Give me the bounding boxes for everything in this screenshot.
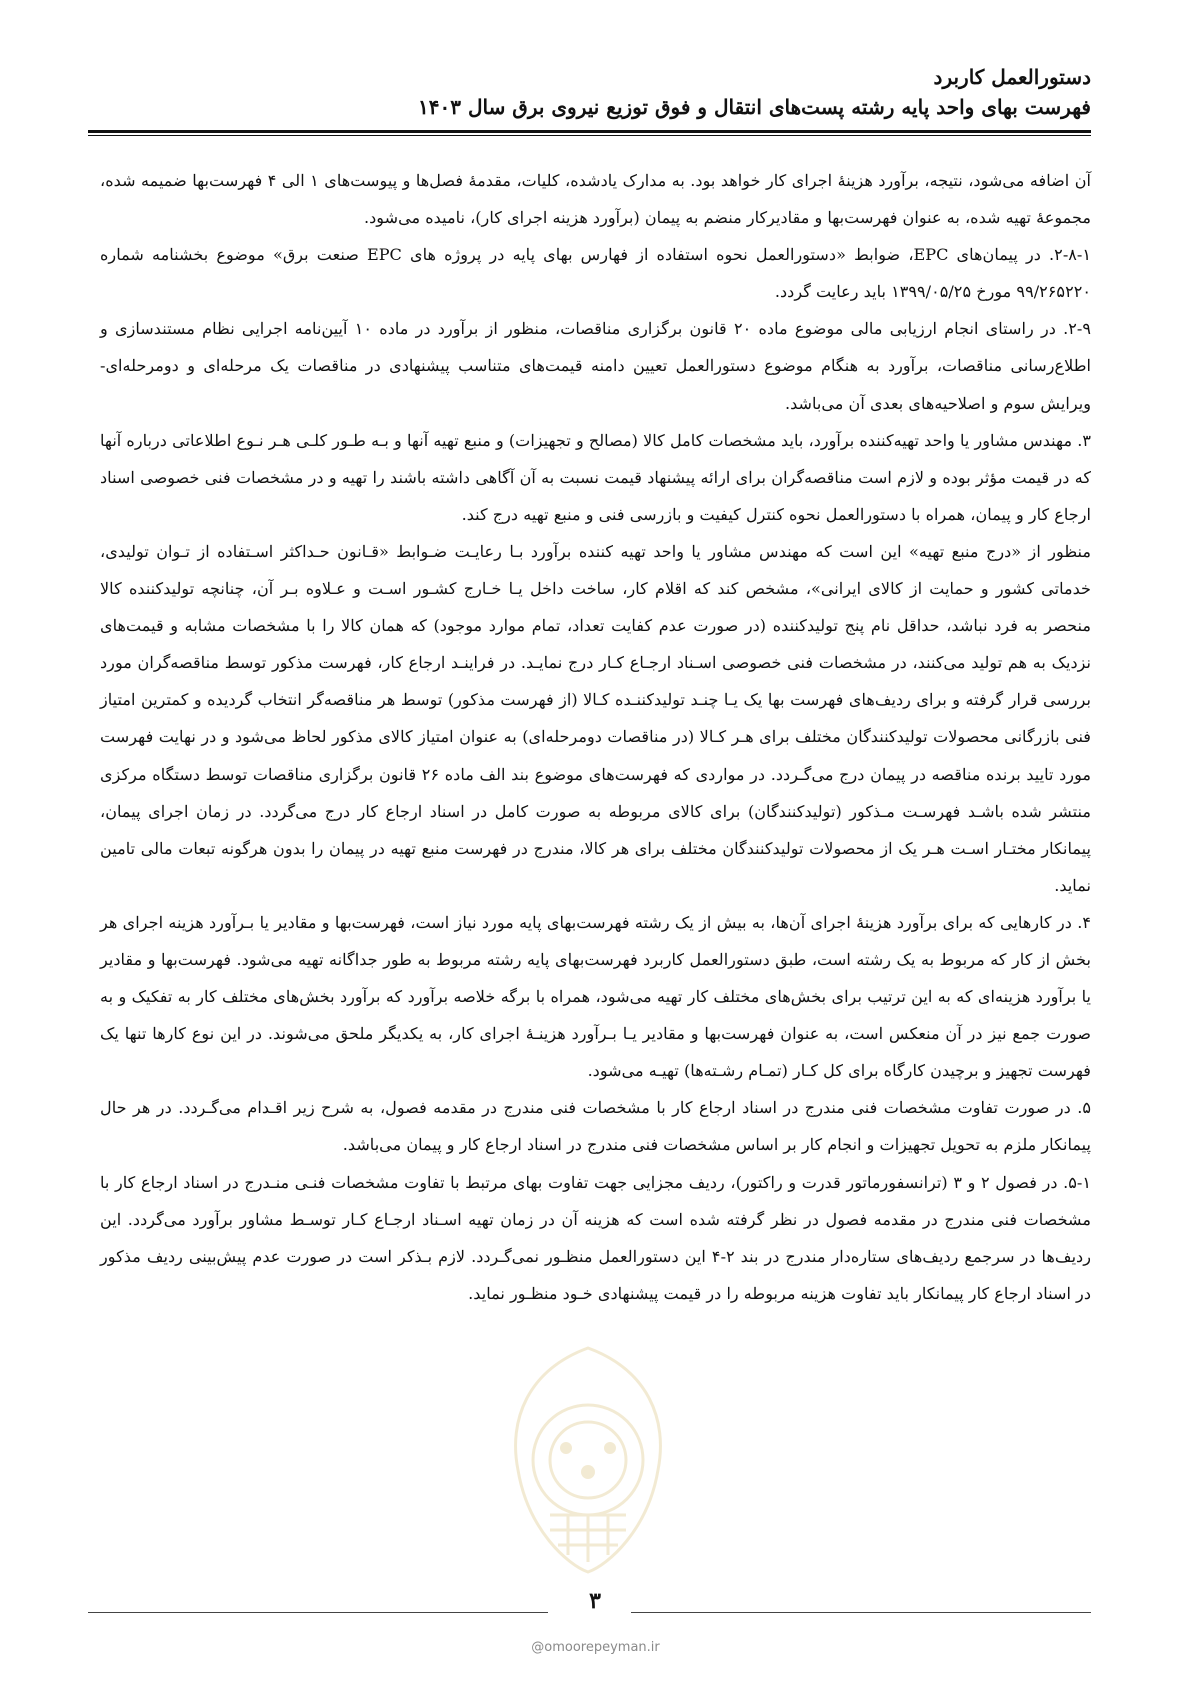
header-rule-thin [88,135,1091,136]
paragraph: ۲-۹. در راستای انجام ارزیابی مالی موضوع ماده ۲۰ قانون برگزاری مناقصات، منظور از برآورد در ماده ۱۰ آیین‌نامه اجرایی نظام مستندسازی و اطلاع‌رسانی مناقصات، برآورد به هنگام موضوع دستورالعمل تعیین دامنه قیمت‌های متناسب پیشنهادی در مناقصات یک مرحله‌ای و دومرحله‌ای- ویرایش سوم و اصلاحیه‌های بعدی آن می‌باشد. [100,319,1091,413]
footer-rule-left [88,1612,548,1613]
paragraph: منظور از «درج منبع تهیه» این است که مهندس مشاور یا واحد تهیه کننده برآورد بـا رعایـت ضـوابط «قـانون حـداکثر اسـتفاده از تـوان تولیدی، خدماتی کشور و حمایت از کالای ایرانی»، مشخص کند که اقلام کار، ساخت داخل یـا خـارج کشـور اسـت و عـلاوه بـر آن، چنانچه تولیدکننده کالا منحصر به فرد نباشد، حداقل نام پنج تولیدکننده (در صورت عدم کفایت تعداد، تمام موارد موجود) که همان کالا را با مشخصات مشابه و قیمت‌های نزدیک به هم تولید می‌کنند، در مشخصات فنی خصوصی اسـناد ارجـاع کـار درج نمایـد. در فراینـد ارجاع کار، فهرست مذکور توسط مناقصه‌گران مورد بررسی قرار گرفته و برای ردیف‌های فهرست بها یک یـا چنـد تولیدکننـده کـالا (از فهرست مذکور) توسط هر مناقصه‌گر انتخاب گردیده و کمترین امتیاز فنی بازرگانی محصولات تولیدکنندگان مختلف برای هـر کـالا (در مناقصات دومرحله‌ای) به عنوان امتیاز کالای مذکور لحاظ می‌شود و در نهایت فهرست مورد تایید برنده مناقصه در پیمان درج می‌گـردد. در مواردی که فهرست‌های موضوع بند الف ماده ۲۶ قانون برگزاری مناقصات توسط دستگاه مرکزی منتشر شده باشـد فهرسـت مـذکور (تولیدکنندگان) برای کالای مربوطه به صورت کامل در اسناد ارجاع کار درج می‌گردد. در زمان اجرای پیمان، پیمانکار مختـار اسـت هـر یک از محصولات تولیدکنندگان مختلف برای هر کالا، مندرج در فهرست منبع تهیه در پیمان را بدون هرگونه تبعات مالی تامین نماید. [100,541,1091,895]
paragraph: ۵. در صورت تفاوت مشخصات فنی مندرج در اسناد ارجاع کار با مشخصات فنی مندرج در مقدمه فصول، به شرح زیر اقـدام می‌گـردد. در هر حال پیمانکار ملزم به تحویل تجهیزات و انجام کار بر اساس مشخصات فنی مندرج در اسناد ارجاع کار و پیمان می‌باشد. [100,1098,1091,1155]
paragraph: ۵-۱. در فصول ۲ و ۳ (ترانسفورماتور قدرت و راکتور)، ردیف مجزایی جهت تفاوت بهای مرتبط با تفاوت مشخصات فنـی منـدرج در اسناد ارجاع کار با مشخصات فنی مندرج در مقدمه فصول در نظر گرفته شده است که هزینه آن در زمان تهیه اسـناد ارجـاع کـار توسـط مشاور برآورد می‌گردد. این ردیف‌ها در سرجمع ردیف‌های ستاره‌دار مندرج در بند ۲-۴ این دستورالعمل منظـور نمی‌گـردد. لازم بـذکر است در صورت عدم پیش‌بینی ردیف مذکور در اسناد ارجاع کار پیمانکار باید تفاوت هزینه مربوطه را در قیمت پیشنهادی خـود منظـور نماید. [100,1172,1092,1303]
watermark-logo [488,1340,688,1580]
paragraph: ۳. مهندس مشاور یا واحد تهیه‌کننده برآورد، باید مشخصات کامل کالا (مصالح و تجهیزات) و منبع تهیه آنها و بـه طـور کلـی هـر نـوع اطلاعاتی درباره آنها که در قیمت مؤثر بوده و لازم است مناقصه‌گران برای ارائه پیشنهاد قیمت نسبت به آن آگاهی داشته باشند را تهیه و در مشخصات فنی خصوصی اسناد ارجاع کار و پیمان، همراه با دستورالعمل نحوه کنترل کیفیت و بازرسی فنی و منبع تهیه درج کند. [100,430,1091,524]
footer-rule-right [631,1612,1091,1613]
paragraph: ۴. در کارهایی که برای برآورد هزینهٔ اجرای آن‌ها، به بیش از یک رشته فهرست‌بهای پایه مورد نیاز است، فهرست‌بها و مقادیر یا بـرآورد هزینه اجرای هر بخش از کار که مربوط به یک رشته است، طبق دستورالعمل کاربرد فهرست‌بهای پایه رشته مربوط به طور جداگانه تهیه می‌شود. فهرست‌بها و مقادیر یا برآورد هزینه‌ای که به این ترتیب برای بخش‌های مختلف کار تهیه می‌شود، همراه با برگه خلاصه برآورد که برآورد بخش‌های مختلف کار به تفکیک و به صورت جمع نیز در آن منعکس است، به عنوان فهرست‌بها و مقادیر یـا بـرآورد هزینـهٔ اجرای کار، به یکدیگر ملحق می‌شوند. در این نوع کارها تنها یک فهرست تجهیز و برچیدن کارگاه برای کل کـار (تمـام رشـته‌ها) تهیـه می‌شود. [100,912,1091,1081]
header-subtitle: فهرست بهای واحد پایه رشته پست‌های انتقال و فوق توزیع نیروی برق سال ۱۴۰۳ [418,95,1091,119]
paragraph: آن اضافه می‌شود، نتیجه، برآورد هزینهٔ اجرای کار خواهد بود. به مدارک یادشده، کلیات، مقدمهٔ فصل‌ها و پیوست‌های ۱ الی ۴ فهرست‌بها ضمیمه شده، مجموعهٔ تهیه شده، به عنوان فهرست‌بها و مقادیرکار منضم به پیمان (برآورد هزینه اجرای کار)، نامیده می‌شود. [100,171,1091,228]
header-rule-thick [88,130,1091,133]
paragraph: ۲-۸-۱. در پیمان‌های EPC، ضوابط «دستورالعمل نحوه استفاده از فهارس بهای پایه در پروژه های EPC صنعت برق» موضوع بخشنامه شماره ۹۹/۲۶۵۲۲۰ مورخ ۱۳۹۹/۰۵/۲۵ باید رعایت گردد. [100,245,1091,302]
body-text [100,162,1091,1312]
site-watermark: @omoorepeyman.ir [531,1640,660,1655]
header-title: دستورالعمل کاربرد [933,65,1091,89]
page-number: ۳ [589,1588,601,1614]
page-header [100,62,1091,122]
